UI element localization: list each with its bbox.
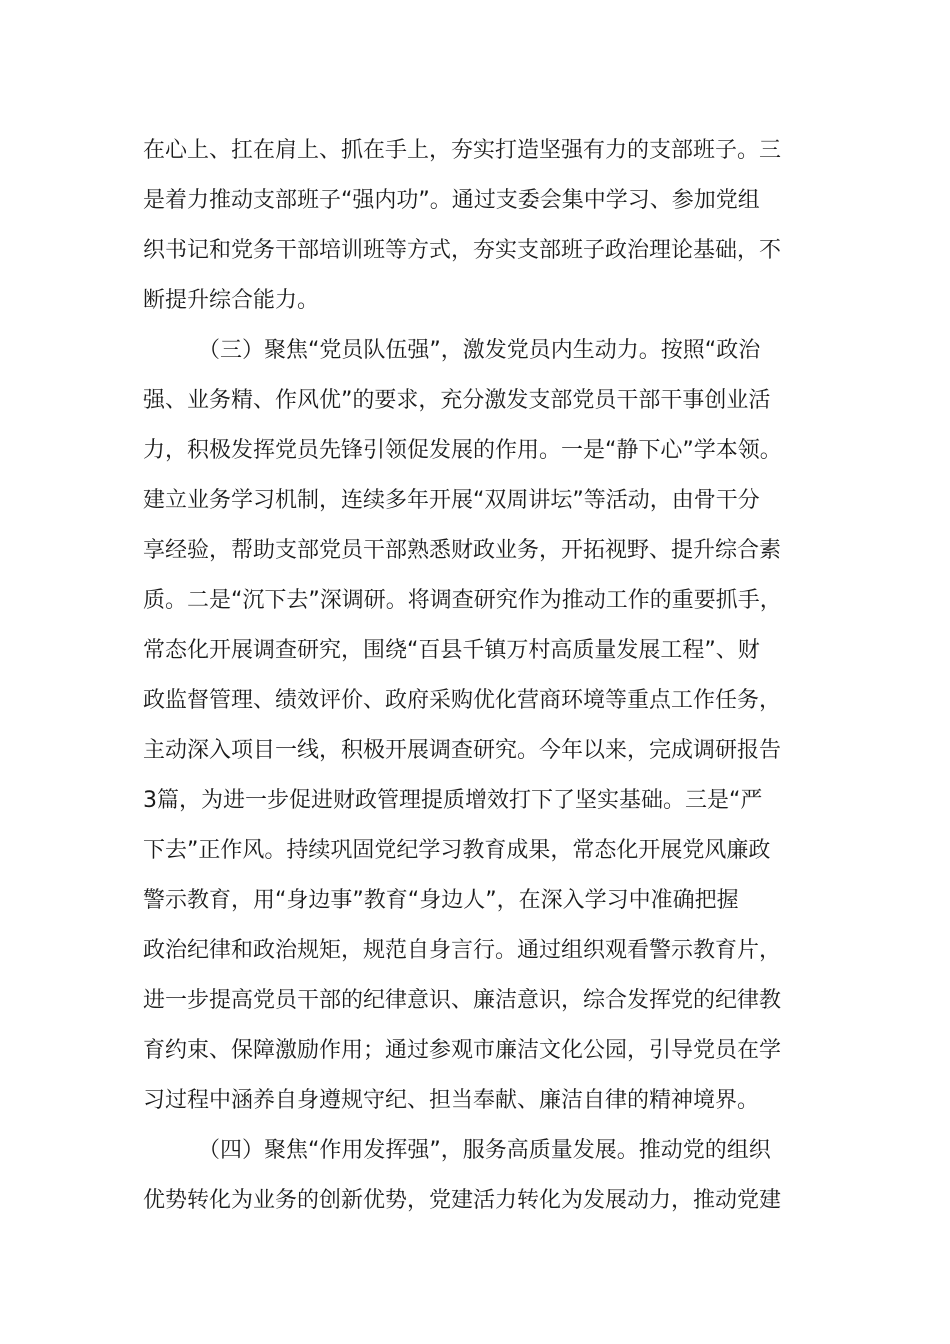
text-line-3: 织书记和党务干部培训班等方式，夯实支部班子政治理论基础，不: [143, 238, 782, 263]
text-line-18: 进一步提高党员干部的纪律意识、廉洁意识，综合发挥党的纪律教: [143, 988, 782, 1013]
text-line-1: 在心上、扛在肩上、抓在手上，夯实打造坚强有力的支部班子。三: [143, 138, 782, 163]
text-line-9: 享经验，帮助支部党员干部熟悉财政业务，开拓视野、提升综合素: [143, 538, 782, 563]
text-line-12: 政监督管理、绩效评价、政府采购优化营商环境等重点工作任务，: [143, 688, 782, 713]
text-line-13: 主动深入项目一线，积极开展调查研究。今年以来，完成调研报告: [143, 738, 782, 763]
text-line-14: 3篇，为进一步促进财政管理提质增效打下了坚实基础。三是“严: [143, 788, 763, 813]
paragraph-4-heading-line: （四）聚焦“作用发挥强”，服务高质量发展。推动党的组织: [198, 1138, 771, 1163]
text-line-2: 是着力推动支部班子“强内功”。通过支委会集中学习、参加党组: [143, 188, 760, 213]
text-line-6: 强、业务精、作风优”的要求，充分激发支部党员干部干事创业活: [143, 388, 771, 413]
text-line-22: 优势转化为业务的创新优势，党建活力转化为发展动力，推动党建: [143, 1188, 782, 1213]
text-line-10: 质。二是“沉下去”深调研。将调查研究作为推动工作的重要抓手，: [143, 588, 782, 613]
text-line-11: 常态化开展调查研究，围绕“百县千镇万村高质量发展工程”、财: [143, 638, 760, 663]
paragraph-3-heading-line: （三）聚焦“党员队伍强”，激发党员内生动力。按照“政治: [198, 338, 761, 363]
text-line-20: 习过程中涵养自身遵规守纪、担当奉献、廉洁自律的精神境界。: [143, 1088, 760, 1113]
text-line-15: 下去”正作风。持续巩固党纪学习教育成果，常态化开展党风廉政: [143, 838, 771, 863]
text-line-8: 建立业务学习机制，连续多年开展“双周讲坛”等活动，由骨干分: [143, 488, 760, 513]
text-line-4: 断提升综合能力。: [143, 288, 320, 313]
text-line-7: 力，积极发挥党员先锋引领促发展的作用。一是“静下心”学本领。: [143, 438, 782, 463]
text-line-19: 育约束、保障激励作用；通过参观市廉洁文化公园，引导党员在学: [143, 1038, 782, 1063]
text-line-17: 政治纪律和政治规矩，规范自身言行。通过组织观看警示教育片，: [143, 938, 782, 963]
text-line-16: 警示教育，用“身边事”教育“身边人”，在深入学习中准确把握: [143, 888, 739, 913]
